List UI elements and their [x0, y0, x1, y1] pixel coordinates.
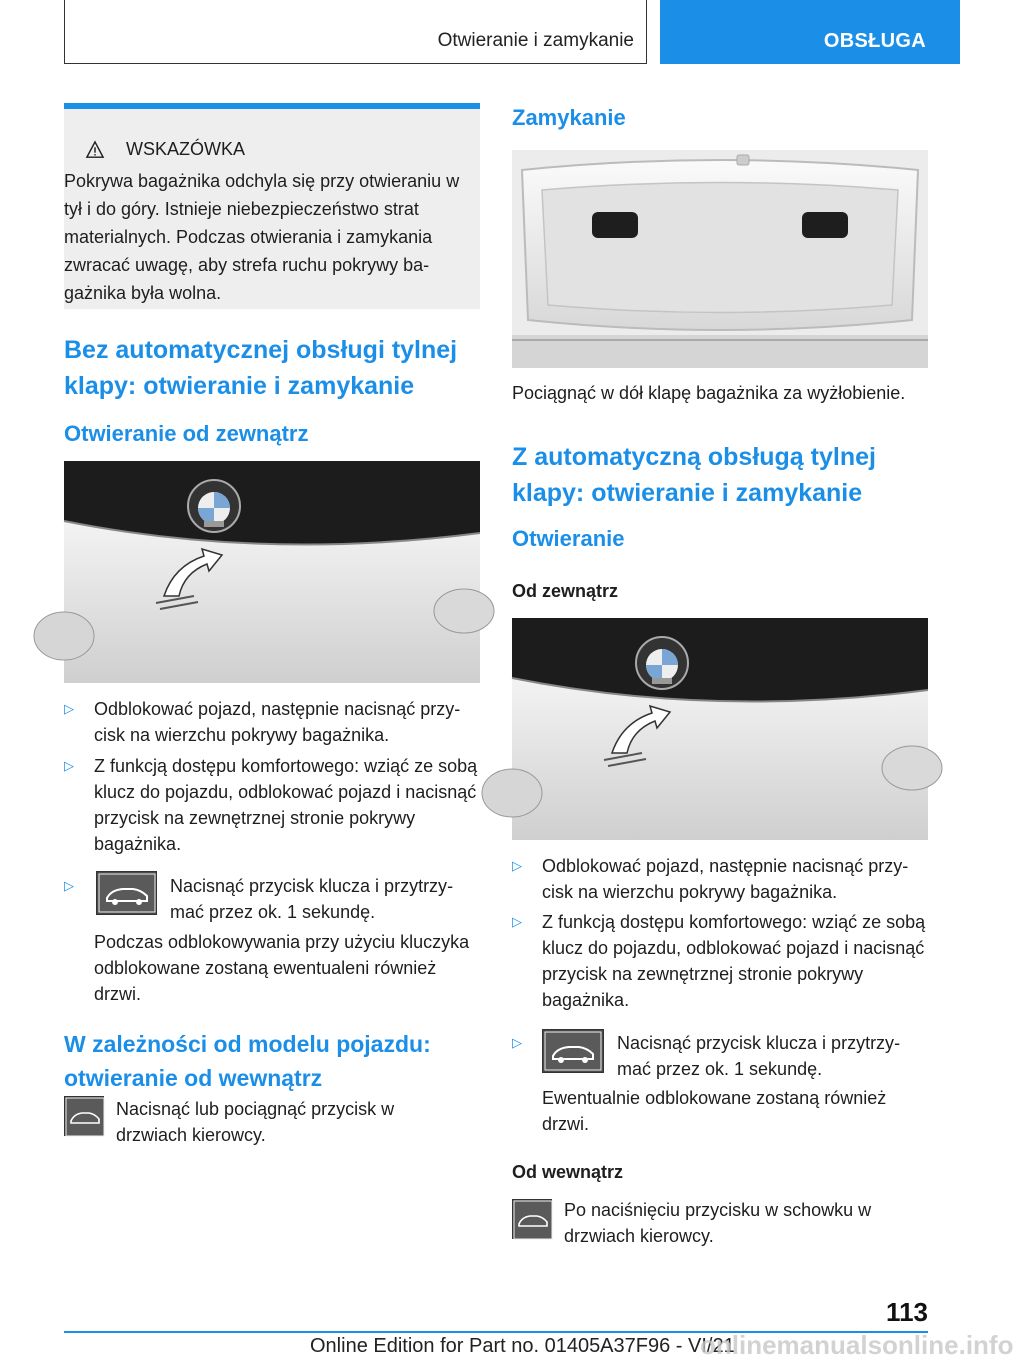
left-bullet-2-text: Z funkcją dostępu komfortowego: wziąć ze sobą klucz do pojazdu, odblokować pojazd i nacisnąć przycisk na zewnętrznej stronie pokrywy bagażnika.	[94, 756, 478, 854]
bmw-logo-icon	[636, 637, 688, 689]
right-after-key-text: Ewentualnie odblokowane zostaną również drzwi.	[542, 1088, 887, 1134]
section-heading-auto-tailgate: Z automatyczną obsługą tylnej klapy: otwieranie i zamykanie	[512, 443, 876, 507]
warning-box	[64, 103, 480, 309]
header-section-tab	[660, 0, 960, 64]
header-title-box	[64, 0, 647, 64]
car-trunk-key-icon	[96, 871, 157, 915]
car-trunk-key-icon-small	[64, 1096, 104, 1136]
bullet-triangle-icon: ▷	[64, 758, 74, 773]
bmw-logo-icon	[188, 480, 240, 532]
section-heading-manual-tailgate: Bez automatycznej obsługi tylnej klapy: otwieranie i zamykanie	[64, 336, 458, 400]
warning-heading	[86, 139, 245, 160]
page-number: 113	[886, 1297, 928, 1327]
bullet-triangle-icon: ▷	[512, 1035, 522, 1050]
footer-edition: Online Edition for Part no. 01405A37F96 - VI/21	[310, 1335, 735, 1357]
bullet-triangle-icon: ▷	[512, 858, 522, 873]
watermark: onlinemanualsonline.info	[700, 1330, 1013, 1360]
left-inside-text: Nacisnąć lub pociągnąć przycisk w drzwiach kierowcy.	[116, 1099, 395, 1145]
warning-text: Pokrywa bagażnika odchyla się przy otwieraniu w tył i do góry. Istnieje niebezpieczeństwo strat materialnych. Podczas otwierania i zamykania zwracać uwagę, aby strefa ruchu pokrywy bagażnika była wolna.	[64, 171, 460, 303]
warning-title: WSKAZÓWKA	[126, 139, 246, 159]
right-bullet-1-text: Odblokować pojazd, następnie nacisnąć przycisk na wierzchu pokrywy bagażnika.	[542, 856, 909, 902]
header-section-label: OBSŁUGA	[823, 30, 926, 52]
left-bullet-1-text: Odblokować pojazd, następnie nacisnąć przycisk na wierzchu pokrywy bagażnika.	[94, 699, 461, 745]
car-trunk-key-icon-2	[542, 1029, 604, 1073]
subheading-open-outside: Otwieranie od zewnątrz	[64, 421, 309, 446]
trunk-button-photo	[64, 461, 480, 683]
right-key-text: Nacisnąć przycisk klucza i przytrzymać przez ok. 1 sekundę.	[617, 1033, 901, 1079]
bullet-triangle-icon: ▷	[512, 914, 522, 929]
subheading-from-outside: Od zewnątrz	[512, 581, 619, 601]
warning-triangle-icon	[86, 141, 104, 159]
left-after-key-text: Podczas odblokowywania przy użyciu kluczyka odblokowane zostaną ewentualeni również drzwi.	[94, 932, 470, 1004]
right-bullet-2-text: Z funkcją dostępu komfortowego: wziąć ze sobą klucz do pojazdu, odblokować pojazd i nacisnąć przycisk na zewnętrznej stronie pokrywy bagażnika.	[542, 912, 926, 1010]
trunk-closing-photo	[512, 150, 928, 368]
trunk-button-illustration	[64, 461, 480, 683]
subheading-closing: Zamykanie	[512, 105, 626, 130]
car-trunk-key-icon-small-2	[512, 1199, 552, 1239]
bullet-triangle-icon: ▷	[64, 878, 74, 893]
trunk-button-photo-2	[512, 618, 928, 840]
subheading-opening: Otwieranie	[512, 526, 625, 551]
closing-caption: Pociągnąć w dół klapę bagażnika za wyżłobienie.	[512, 383, 906, 403]
left-key-text: Nacisnąć przycisk klucza i przytrzymać przez ok. 1 sekundę.	[170, 876, 454, 922]
subheading-from-inside: Od wewnątrz	[512, 1162, 624, 1182]
bullet-triangle-icon: ▷	[64, 701, 74, 716]
section-heading-inside: W zależności od modelu pojazdu: otwieranie od wewnątrz	[64, 1031, 431, 1091]
right-inside-text: Po naciśnięciu przycisku w schowku w drzwiach kierowcy.	[564, 1200, 872, 1246]
header-title: Otwieranie i zamykanie	[437, 30, 634, 51]
trunk-button-illustration-2	[512, 618, 928, 840]
trunk-closing-illustration	[512, 150, 928, 368]
